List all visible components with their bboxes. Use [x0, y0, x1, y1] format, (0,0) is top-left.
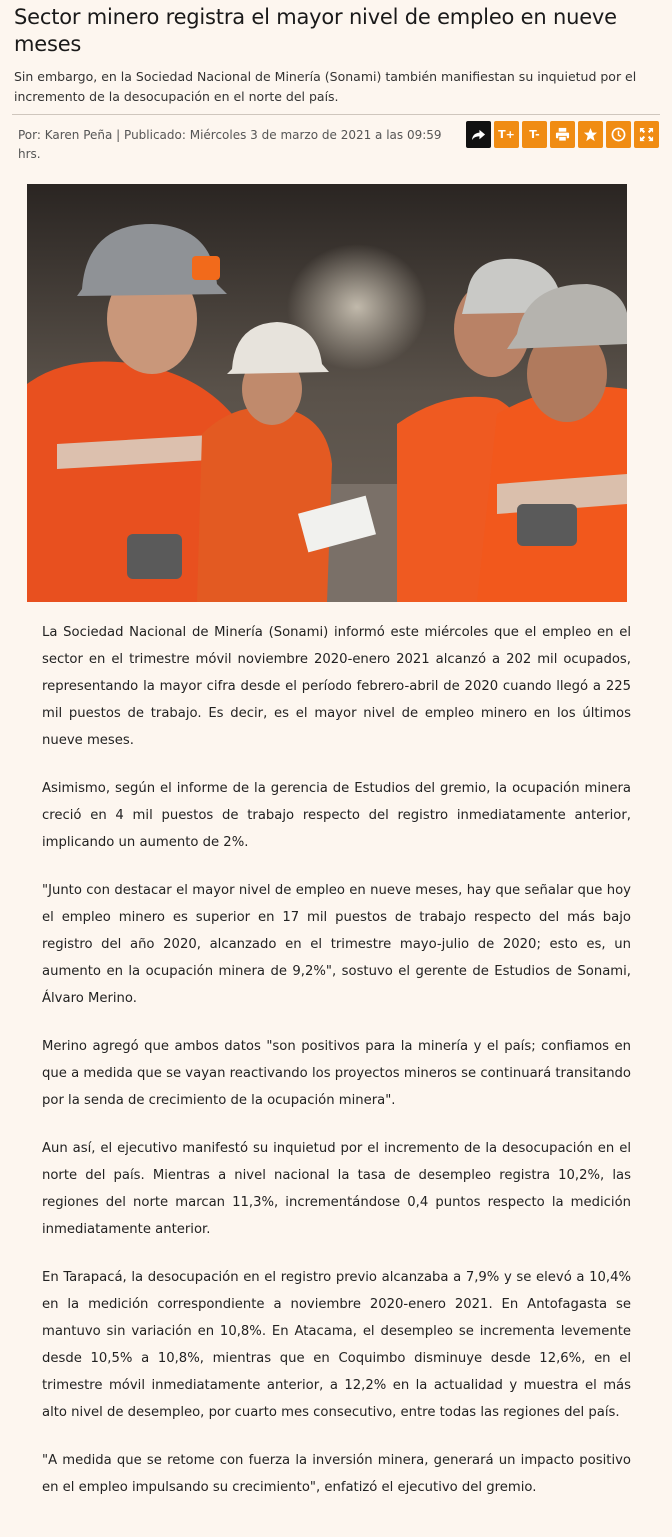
favorite-button[interactable]	[578, 121, 603, 148]
fullscreen-button[interactable]	[634, 121, 659, 148]
miners-illustration	[27, 184, 627, 602]
paragraph: Merino agregó que ambos datos "son positivos para la minería y el país; confiamos en que a medida que se vayan reactivando los proyectos mineros se continuará transitando por la senda de crecimiento de la ocupación minera".	[42, 1039, 631, 1108]
paragraph: En Tarapacá, la desocupación en el registro previo alcanzaba a 7,9% y se elevó a 10,4% en la medición correspondiente a noviembre 2020-enero 2021. En Antofagasta se mantuvo sin variación en 10,8%. En Atacama, el desempleo se incrementa levemente desde 10,5% a 10,8%, mientras que en Coquimbo disminuye desde 12,6%, en el trimestre móvil inmediatamente anterior, a 12,2% en la actualidad y muestra el más alto nivel de desempleo, por cuarto mes consecutivo, entre todas las regiones del país.	[42, 1270, 631, 1420]
clock-icon	[611, 127, 626, 142]
share-icon	[471, 127, 486, 142]
font-increase-button[interactable]: T+	[494, 121, 519, 148]
article-byline: Por: Karen Peña | Publicado: Miércoles 3 de marzo de 2021 a las 09:59 hrs.	[18, 128, 442, 161]
article-body	[42, 619, 631, 1522]
paragraph: Aun así, el ejecutivo manifestó su inquietud por el incremento de la desocupación en el norte del país. Mientras a nivel nacional la tasa de desempleo registra 10,2%, las regiones del norte marcan 11,3%, incrementándose 0,4 puntos respecto la medición inmediatamente anterior.	[42, 1141, 631, 1237]
article-headline: Sector minero registra el mayor nivel de empleo en nueve meses	[14, 5, 617, 56]
article-lead: Sin embargo, en la Sociedad Nacional de Minería (Sonami) también manifiestan su inquietud por el incremento de la desocupación en el norte del país.	[14, 69, 637, 104]
history-button[interactable]	[606, 121, 631, 148]
print-button[interactable]	[550, 121, 575, 148]
star-icon	[583, 127, 598, 142]
paragraph: "A medida que se retome con fuerza la inversión minera, generará un impacto positivo en el empleo impulsando su crecimiento", enfatizó el ejecutivo del gremio.	[42, 1453, 631, 1495]
article-toolbar	[466, 121, 659, 148]
header-divider	[12, 114, 660, 115]
paragraph: Asimismo, según el informe de la gerencia de Estudios del gremio, la ocupación minera creció en 4 mil puestos de trabajo respecto del registro inmediatamente anterior, implicando un aumento de 2%.	[42, 781, 631, 850]
font-decrease-button[interactable]: T-	[522, 121, 547, 148]
share-button[interactable]	[466, 121, 491, 148]
paragraph: "Junto con destacar el mayor nivel de empleo en nueve meses, hay que señalar que hoy el empleo minero es superior en 17 mil puestos de trabajo respecto del más bajo registro del año 2020, alcanzado en el trimestre mayo-julio de 2020; esto es, un aumento en la ocupación minera de 9,2%", sostuvo el gerente de Estudios de Sonami, Álvaro Merino.	[42, 883, 631, 1006]
expand-icon	[639, 127, 654, 142]
article-photo	[27, 184, 627, 602]
paragraph: La Sociedad Nacional de Minería (Sonami) informó este miércoles que el empleo en el sector en el trimestre móvil noviembre 2020-enero 2021 alcanzó a 202 mil ocupados, representando la mayor cifra desde el período febrero-abril de 2020 cuando llegó a 225 mil puestos de trabajo. Es decir, es el mayor nivel de empleo minero en los últimos nueve meses.	[42, 625, 631, 748]
print-icon	[555, 127, 570, 142]
